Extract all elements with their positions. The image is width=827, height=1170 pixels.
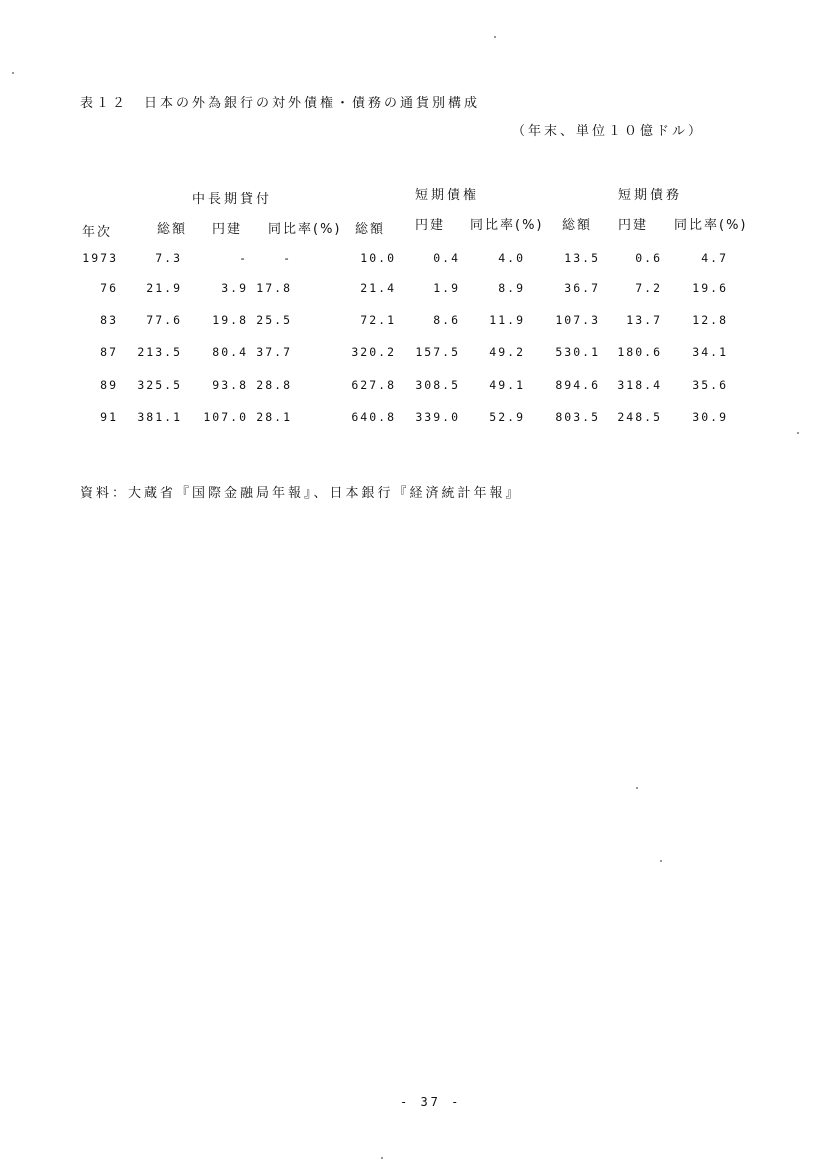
cell-g2-ratio: 4.0 — [498, 251, 525, 265]
cell-g2-ratio: 49.1 — [489, 378, 525, 392]
col-header-g3-yen: 円建 — [618, 218, 649, 233]
cell-g3-ratio: 35.6 — [692, 378, 728, 392]
cell-g3-ratio: 30.9 — [692, 410, 728, 424]
cell-g3-total: 13.5 — [564, 251, 600, 265]
scan-speck — [494, 36, 496, 38]
col-header-g3-ratio: 同比率(%) — [674, 218, 748, 233]
cell-g1-total: 77.6 — [146, 313, 182, 327]
col-header-g1-total: 総額 — [157, 222, 188, 237]
scan-speck — [12, 72, 14, 74]
cell-g3-ratio: 4.7 — [701, 251, 728, 265]
cell-g2-yen: 8.6 — [433, 313, 460, 327]
col-header-g2-ratio: 同比率(%) — [470, 218, 544, 233]
col-header-year: 年次 — [82, 225, 113, 240]
cell-g1-ratio: - — [283, 251, 292, 265]
group-header-short-term-claims: 短期債権 — [415, 188, 480, 203]
cell-g3-yen: 13.7 — [626, 313, 662, 327]
cell-g1-yen: - — [239, 251, 248, 265]
cell-g2-total: 72.1 — [360, 313, 396, 327]
cell-year: 89 — [100, 378, 118, 392]
source-note: 資料：大蔵省『国際金融局年報』、日本銀行『経済統計年報』 — [80, 486, 522, 501]
cell-g3-total: 36.7 — [564, 281, 600, 295]
cell-g2-total: 627.8 — [351, 378, 396, 392]
scan-speck — [797, 432, 799, 434]
cell-g1-ratio: 25.5 — [256, 313, 292, 327]
cell-g1-total: 213.5 — [137, 345, 182, 359]
cell-year: 1973 — [82, 251, 118, 265]
col-header-g2-yen: 円建 — [415, 218, 446, 233]
cell-g3-yen: 318.4 — [617, 378, 662, 392]
group-header-short-term-liabilities: 短期債務 — [618, 188, 683, 203]
cell-g1-total: 21.9 — [146, 281, 182, 295]
cell-year: 87 — [100, 345, 118, 359]
cell-g2-ratio: 8.9 — [498, 281, 525, 295]
cell-g2-yen: 339.0 — [415, 410, 460, 424]
cell-g3-yen: 0.6 — [635, 251, 662, 265]
cell-g2-yen: 0.4 — [433, 251, 460, 265]
cell-g1-ratio: 17.8 — [256, 281, 292, 295]
scan-speck — [636, 787, 638, 789]
cell-g2-ratio: 49.2 — [489, 345, 525, 359]
scan-speck — [381, 1157, 383, 1159]
page-number: - 37 - — [400, 1095, 462, 1109]
cell-g3-total: 107.3 — [555, 313, 600, 327]
table-title: 表１２ 日本の外為銀行の対外債権・債務の通貨別構成 — [80, 96, 481, 111]
unit-note: （年末、単位１０億ドル） — [512, 124, 705, 139]
cell-g1-total: 381.1 — [137, 410, 182, 424]
cell-g2-yen: 308.5 — [415, 378, 460, 392]
cell-year: 91 — [100, 410, 118, 424]
cell-g1-yen: 93.8 — [212, 378, 248, 392]
cell-g2-total: 320.2 — [351, 345, 396, 359]
cell-g3-yen: 180.6 — [617, 345, 662, 359]
col-header-g1-ratio: 同比率(%) — [268, 222, 342, 237]
cell-g1-ratio: 37.7 — [256, 345, 292, 359]
cell-g1-total: 7.3 — [155, 251, 182, 265]
cell-g1-yen: 107.0 — [203, 410, 248, 424]
cell-g1-yen: 19.8 — [212, 313, 248, 327]
cell-g3-ratio: 12.8 — [692, 313, 728, 327]
cell-g2-ratio: 52.9 — [489, 410, 525, 424]
cell-g3-total: 530.1 — [555, 345, 600, 359]
cell-g3-total: 894.6 — [555, 378, 600, 392]
cell-g2-total: 10.0 — [360, 251, 396, 265]
cell-g2-total: 640.8 — [351, 410, 396, 424]
col-header-g2-total: 総額 — [355, 222, 386, 237]
cell-g3-yen: 248.5 — [617, 410, 662, 424]
cell-g3-total: 803.5 — [555, 410, 600, 424]
col-header-g1-yen: 円建 — [212, 222, 243, 237]
cell-g1-ratio: 28.1 — [256, 410, 292, 424]
cell-g1-yen: 3.9 — [221, 281, 248, 295]
cell-g3-ratio: 19.6 — [692, 281, 728, 295]
cell-year: 83 — [100, 313, 118, 327]
cell-g2-yen: 1.9 — [433, 281, 460, 295]
cell-g1-ratio: 28.8 — [256, 378, 292, 392]
cell-g1-yen: 80.4 — [212, 345, 248, 359]
cell-year: 76 — [100, 281, 118, 295]
cell-g3-yen: 7.2 — [635, 281, 662, 295]
cell-g2-total: 21.4 — [360, 281, 396, 295]
cell-g2-ratio: 11.9 — [489, 313, 525, 327]
cell-g2-yen: 157.5 — [415, 345, 460, 359]
col-header-g3-total: 総額 — [562, 218, 593, 233]
cell-g3-ratio: 34.1 — [692, 345, 728, 359]
group-header-long-term-loans: 中長期貸付 — [192, 192, 273, 207]
scan-speck — [660, 860, 662, 862]
cell-g1-total: 325.5 — [137, 378, 182, 392]
